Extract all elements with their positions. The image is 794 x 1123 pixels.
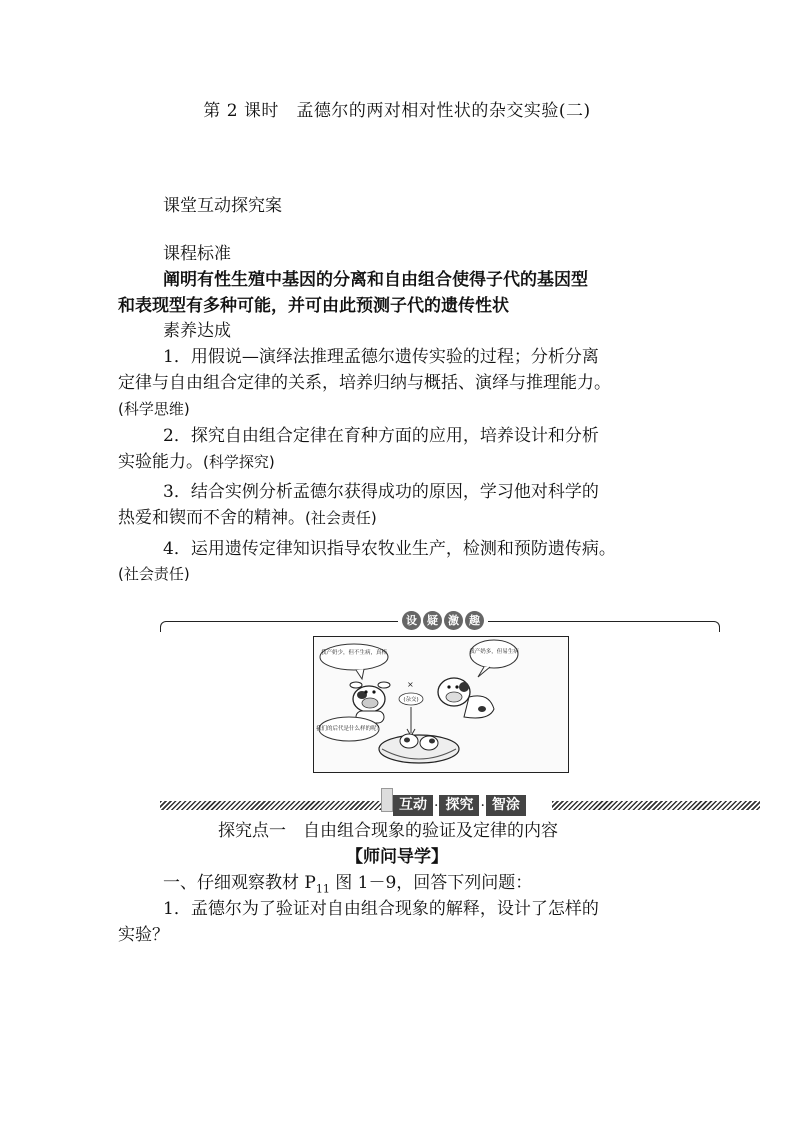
question-1: 1．孟德尔为了验证对自由组合现象的解释，设计了怎样的	[163, 899, 599, 919]
cow-cartoon-icon	[314, 637, 568, 772]
badge-char: 设	[402, 611, 421, 630]
question-1-cont: 实验？	[118, 925, 169, 945]
banner-hatch-right	[552, 801, 760, 810]
cross-symbol: ×	[407, 680, 414, 689]
literacy-item-3-cont: 热爱和锲而不舍的精神。	[118, 508, 305, 528]
question-intro: 一、仔细观察教材 $P_{11}$ 图 1－9，回答下列问题：	[163, 873, 533, 896]
cross-label: (杂交)	[403, 697, 419, 703]
standards-heading: 课程标准	[163, 244, 231, 264]
page-title: 第 2 课时 孟德尔的两对相对性状的杂交实验(二)	[203, 101, 591, 121]
banner-marker	[381, 788, 393, 812]
banner-word: 智涂	[486, 795, 526, 816]
literacy-note: (社会责任)	[118, 565, 190, 583]
literacy-heading: 素养达成	[163, 321, 231, 341]
badge-char: 激	[444, 611, 463, 630]
literacy-note: (社会责任)	[305, 509, 377, 527]
literacy-item-1: 1．用假说—演绎法推理孟德尔遗传实验的过程；分析分离	[163, 347, 599, 367]
standards-line: 和表现型有多种可能，并可由此预测子代的遗传性状	[118, 296, 509, 316]
literacy-item-2: 2．探究自由组合定律在育种方面的应用，培养设计和分析	[163, 426, 599, 446]
cow-cross-illustration	[313, 636, 569, 773]
bubble-text: 我产奶少，但不生病，真棒	[320, 650, 388, 656]
badge-char: 趣	[465, 611, 484, 630]
guide-heading: 【师问导学】	[346, 847, 448, 867]
literacy-note: (科学思维)	[118, 400, 190, 418]
banner-hatch-left	[160, 801, 390, 810]
badge-char: 疑	[423, 611, 442, 630]
literacy-item-4: 4．运用遗传定律知识指导农牧业生产，检测和预防遗传病。	[163, 539, 616, 559]
explore-point-title: 探究点一 自由组合现象的验证及定律的内容	[218, 821, 558, 841]
bubble-text: 我产奶多，但易生病	[469, 649, 519, 655]
literacy-item-3: 3．结合实例分析孟德尔获得成功的原因，学习他对科学的	[163, 482, 599, 502]
section-banner: 互动 · 探究 · 智涂	[393, 795, 526, 816]
section-heading: 课堂互动探究案	[163, 196, 282, 216]
literacy-item-2-cont: 实验能力。	[118, 452, 203, 472]
banner-word: 互动	[393, 795, 433, 816]
banner-word: 探究	[439, 795, 479, 816]
literacy-item-1-cont: 定律与自由组合定律的关系，培养归纳与概括、演绎与推理能力。	[118, 373, 611, 393]
standards-line: 阐明有性生殖中基因的分离和自由组合使得子代的基因型	[163, 270, 588, 290]
bubble-text: 我们的后代是什么样的呢？	[315, 726, 383, 732]
literacy-note: (科学探究)	[203, 453, 275, 471]
intro-badge	[398, 611, 488, 630]
